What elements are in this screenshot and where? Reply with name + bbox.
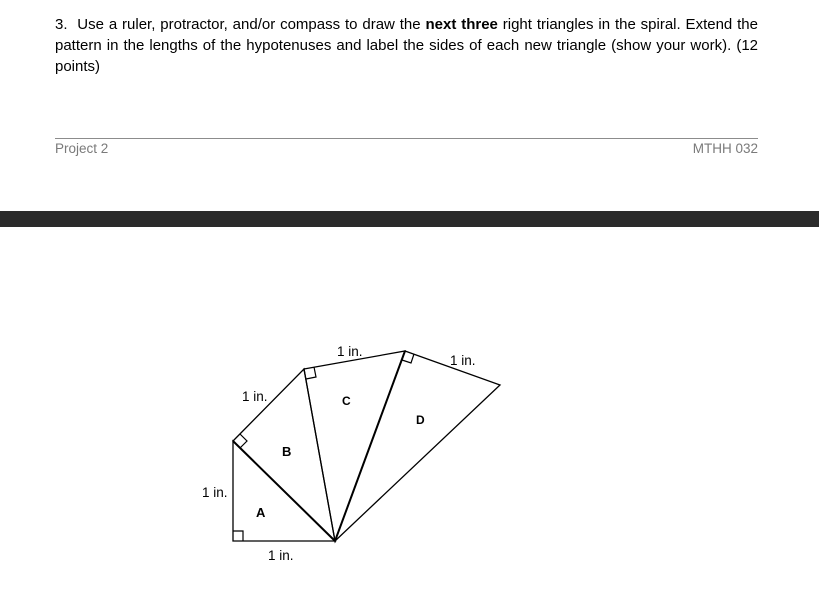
question-number: 3.: [55, 16, 68, 33]
right-angle-marker-b: [240, 434, 247, 448]
label-a-vertical-side: 1 in.: [202, 485, 228, 500]
question-text-after: right triangles in the spiral. Extend the pattern in the lengths of the hypotenuses and label the sides of each new triangle (show your work). (12 points): [55, 16, 758, 75]
label-a-horizontal-side: 1 in.: [268, 548, 294, 563]
right-angle-marker-a: [233, 531, 243, 541]
label-b-leg: 1 in.: [242, 389, 268, 404]
label-triangle-a: A: [256, 505, 266, 520]
triangle-c: [304, 351, 405, 541]
hypotenuse-c: [335, 351, 405, 541]
question-text-before: Use a ruler, protractor, and/or compass to draw the: [77, 16, 426, 33]
question-bold-text: next three: [425, 16, 498, 33]
label-triangle-b: B: [282, 444, 292, 459]
footer-project: Project 2: [55, 141, 109, 156]
footer-course-code: MTHH 032: [692, 141, 758, 156]
label-triangle-c: C: [342, 394, 351, 408]
triangle-d: [335, 351, 500, 541]
label-d-leg: 1 in.: [450, 353, 476, 368]
label-c-leg: 1 in.: [337, 344, 363, 359]
label-triangle-d: D: [416, 413, 425, 427]
